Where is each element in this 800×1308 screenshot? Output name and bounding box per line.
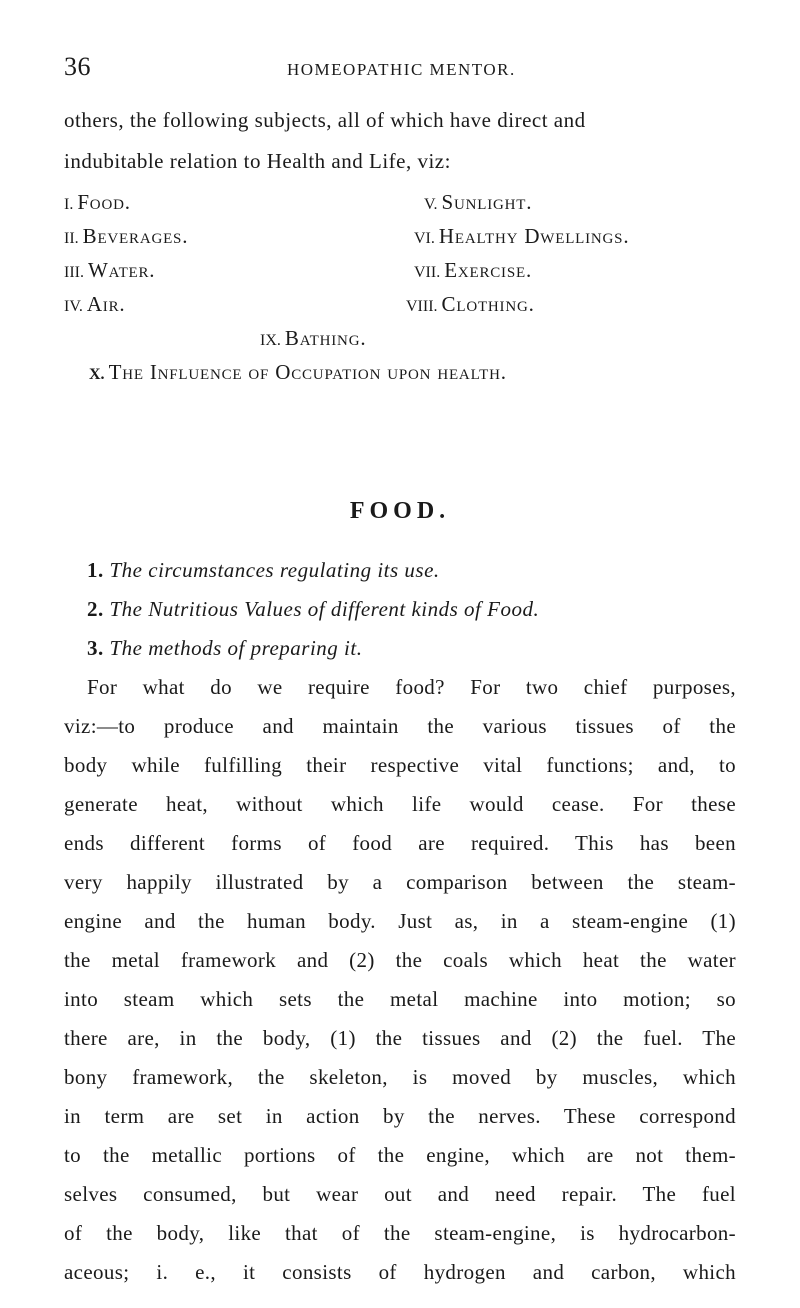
topic-item xyxy=(87,558,440,583)
paragraph-line: there are, in the body, (1) the tissues and (2) the fuel. The xyxy=(64,1026,736,1050)
subject-label: Food. xyxy=(77,190,131,214)
paragraph-line: engine and the human body. Just as, in a steam-engine (1) xyxy=(64,909,736,933)
subject-item xyxy=(414,258,532,283)
subject-number: IX. xyxy=(260,332,281,349)
topic-number: 3. xyxy=(87,636,104,660)
subject-label: Clothing. xyxy=(441,292,535,316)
subject-label: Air. xyxy=(86,292,126,316)
paragraph-line: to the metallic portions of the engine, which are not them- xyxy=(64,1143,736,1167)
subject-number: X. xyxy=(89,366,105,383)
paragraph-line: of the body, like that of the steam-engine, is hydrocarbon- xyxy=(64,1221,736,1245)
subject-label: Exercise. xyxy=(444,258,533,282)
topic-text: The methods of preparing it. xyxy=(109,636,363,660)
topic-number: 2. xyxy=(87,597,104,621)
intro-line-1: others, the following subjects, all of which have direct and xyxy=(64,108,586,132)
subject-item xyxy=(414,224,629,249)
paragraph-line: ends different forms of food are required. This has been xyxy=(64,831,736,855)
paragraph-line: the metal framework and (2) the coals which heat the water xyxy=(64,948,736,972)
subject-item xyxy=(64,258,155,283)
running-head: HOMEOPATHIC MENTOR. xyxy=(287,60,516,79)
paragraph-line: selves consumed, but wear out and need repair. The fuel xyxy=(64,1182,736,1206)
paragraph-line: generate heat, without which life would cease. For these xyxy=(64,792,736,816)
topic-item xyxy=(87,597,539,622)
paragraph-line: viz:—to produce and maintain the various tissues of the xyxy=(64,714,736,738)
subject-label: Beverages. xyxy=(82,224,189,248)
paragraph-line: For what do we require food? For two chief purposes, xyxy=(87,675,736,699)
subject-item xyxy=(406,292,535,317)
paragraph-line: in term are set in action by the nerves. These correspond xyxy=(64,1104,736,1128)
topic-number: 1. xyxy=(87,558,104,582)
subject-label: Healthy Dwellings. xyxy=(438,224,630,248)
subject-item xyxy=(424,190,532,215)
subject-label: Sunlight. xyxy=(441,190,533,214)
subject-number: III. xyxy=(64,264,84,281)
topic-text: The Nutritious Values of different kinds of Food. xyxy=(109,597,540,621)
subject-number: IV. xyxy=(64,298,83,315)
subject-number: V. xyxy=(424,196,438,213)
subject-number: VI. xyxy=(414,230,435,247)
section-heading: FOOD. xyxy=(349,498,451,524)
subject-number: I. xyxy=(64,196,74,213)
subject-label: The Influence of Occupation upon health. xyxy=(108,360,507,384)
subject-item xyxy=(89,360,507,385)
topic-text: The circumstances regulating its use. xyxy=(109,558,440,582)
paragraph-line: into steam which sets the metal machine into motion; so xyxy=(64,987,736,1011)
subject-number: VII. xyxy=(414,264,441,281)
intro-line-2: indubitable relation to Health and Life, viz: xyxy=(64,149,451,173)
subject-item xyxy=(64,190,131,215)
paragraph-line: bony framework, the skeleton, is moved by muscles, which xyxy=(64,1065,736,1089)
subject-item xyxy=(260,326,366,351)
page-number: 36 xyxy=(64,52,91,81)
paragraph-line: very happily illustrated by a comparison between the steam- xyxy=(64,870,736,894)
paragraph-line: aceous; i. e., it consists of hydrogen and carbon, which xyxy=(64,1260,736,1284)
topic-item xyxy=(87,636,362,661)
subject-label: Water. xyxy=(87,258,156,282)
subject-number: VIII. xyxy=(406,298,438,315)
subject-item xyxy=(64,224,188,249)
subject-label: Bathing. xyxy=(284,326,367,350)
subject-item xyxy=(64,292,125,317)
subject-number: II. xyxy=(64,230,79,247)
paragraph-line: body while fulfilling their respective vital functions; and, to xyxy=(64,753,736,777)
